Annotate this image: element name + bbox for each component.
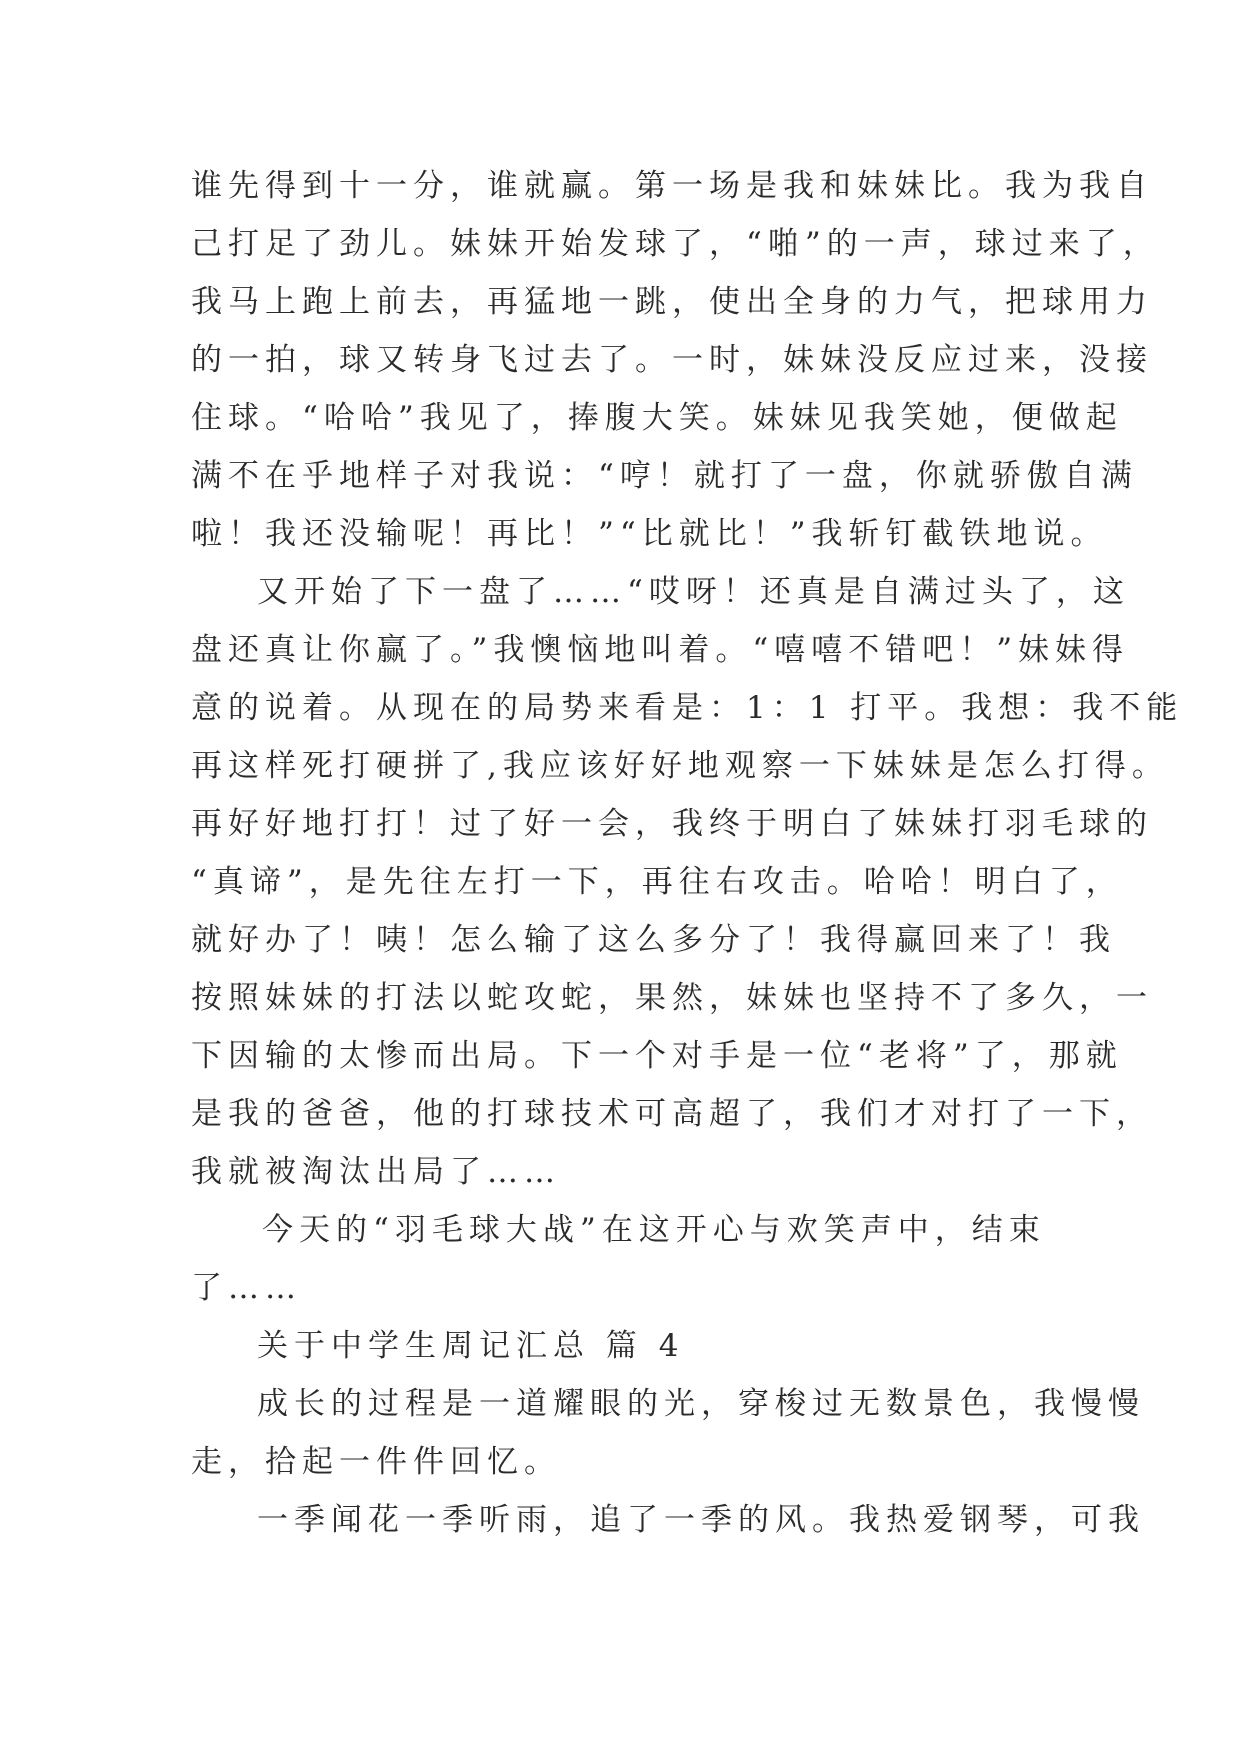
text-line: 己打足了劲儿。妹妹开始发球了，“啪”的一声，球过来了， xyxy=(191,226,1160,262)
paragraph-growth xyxy=(191,1375,1145,1491)
section-heading-text: 关于中学生周记汇总 篇 4 xyxy=(257,1328,685,1364)
text-line: 又开始了下一盘了……“哎呀！还真是自满过头了，这 xyxy=(257,574,1130,610)
document-body xyxy=(191,157,1184,1549)
text-line: 了…… xyxy=(191,1270,302,1306)
text-line: 我马上跑上前去，再猛地一跳，使出全身的力气，把球用力 xyxy=(191,284,1153,320)
text-line: 盘还真让你赢了。”我懊恼地叫着。“嘻嘻不错吧！”妹妹得 xyxy=(191,632,1130,668)
text-line: 谁先得到十一分，谁就赢。第一场是我和妹妹比。我为我自 xyxy=(191,168,1153,204)
text-line: 下因输的太惨而出局。下一个对手是一位“老将”了，那就 xyxy=(191,1038,1123,1074)
text-line: 就好办了！咦！怎么输了这么多分了！我得赢回来了！我 xyxy=(191,922,1116,958)
text-line: 满不在乎地样子对我说：“哼！就打了一盘，你就骄傲自满 xyxy=(191,458,1138,494)
paragraph-match-one xyxy=(191,157,1160,563)
text-line: 住球。“哈哈”我见了，捧腹大笑。妹妹见我笑她，便做起 xyxy=(191,400,1123,436)
text-line: 我就被淘汰出局了…… xyxy=(191,1154,561,1190)
paragraph-piano xyxy=(191,1491,1145,1549)
text-line: 一季闻花一季听雨，追了一季的风。我热爱钢琴，可我 xyxy=(257,1502,1145,1538)
text-line: “真谛”，是先往左打一下，再往右攻击。哈哈！明白了， xyxy=(191,864,1123,900)
text-line: 再好好地打打！过了好一会，我终于明白了妹妹打羽毛球的 xyxy=(191,806,1153,842)
text-line: 今天的“羽毛球大战”在这开心与欢笑声中，结束 xyxy=(262,1212,1046,1248)
text-line: 是我的爸爸，他的打球技术可高超了，我们才对打了一下， xyxy=(191,1096,1153,1132)
paragraph-ending xyxy=(191,1201,1061,1317)
text-line: 成长的过程是一道耀眼的光，穿梭过无数景色，我慢慢 xyxy=(257,1386,1145,1422)
text-line: 意的说着。从现在的局势来看是：1：1 打平。我想：我不能 xyxy=(191,690,1184,726)
text-line: 走，拾起一件件回忆。 xyxy=(191,1444,561,1480)
text-line: 再这样死打硬拼了,我应该好好地观察一下妹妹是怎么打得。 xyxy=(191,748,1169,784)
section-heading xyxy=(191,1317,1061,1375)
text-line: 按照妹妹的打法以蛇攻蛇，果然，妹妹也坚持不了多久，一 xyxy=(191,980,1153,1016)
text-line: 啦！我还没输呢！再比！”“比就比！”我斩钉截铁地说。 xyxy=(191,516,1108,552)
text-line: 的一拍，球又转身飞过去了。一时，妹妹没反应过来，没接 xyxy=(191,342,1153,378)
paragraph-match-two xyxy=(191,563,1184,1201)
